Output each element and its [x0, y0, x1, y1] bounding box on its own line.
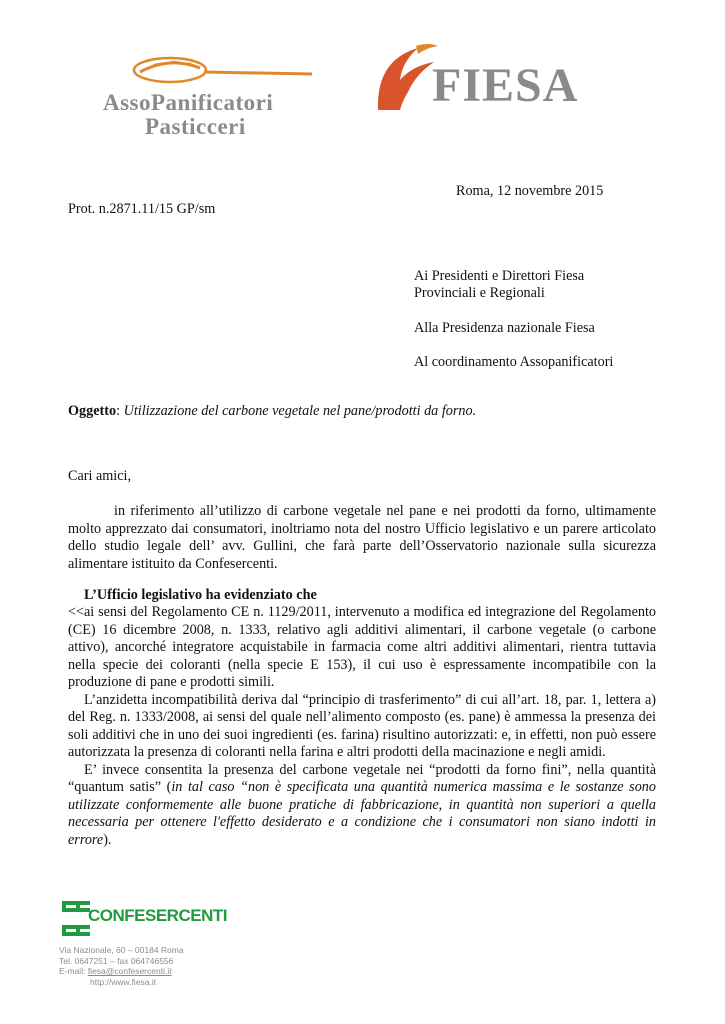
- recipient-line: Provinciali e Regionali: [414, 285, 545, 301]
- footer-phone: Tel. 0647251 – fax 064746556: [59, 955, 174, 966]
- fiesa-logo: [372, 40, 602, 115]
- subject-label: Oggetto: [68, 403, 117, 419]
- body-paragraph: [68, 762, 656, 850]
- letter-body: [68, 604, 656, 849]
- body-text: E’ invece consentita la presenza del carbone vegetale nei “prodotti da forno fini”, nella quantità “quantum satis” (: [68, 761, 656, 795]
- greeting: Cari amici,: [68, 468, 132, 484]
- footer-address-block: [59, 945, 184, 987]
- assopanificatori-logo: [100, 52, 315, 147]
- letter-date: Roma, 12 novembre 2015: [456, 183, 604, 199]
- subject-text: Utilizzazione del carbone vegetale nel pane/prodotti da forno.: [123, 403, 477, 419]
- recipient-line: Alla Presidenza nazionale Fiesa: [414, 320, 595, 336]
- footer-email-label: E-mail:: [59, 966, 88, 976]
- footer-address: Via Nazionale, 60 – 00184 Roma: [59, 945, 184, 955]
- protocol-number: Prot. n.2871.11/15 GP/sm: [68, 201, 216, 217]
- confesercenti-logo-text: CONFESERCENTI: [88, 906, 227, 925]
- footer-email-link[interactable]: fiesa@confesercenti.it: [87, 966, 172, 976]
- bread-peel-icon: [100, 52, 315, 92]
- body-paragraph: L’anzidetta incompatibilità deriva dal “principio di trasferimento” di cui all’art. 18, par. 1, lettera a) del Reg. n. 1333/2008, ai sensi del quale nell’alimento composto (es. pane) è ammessa la presenza dei soli additivi che in uno dei suoi ingredienti (es. farina) risultino autorizzati: e, in effetti, non può essere autorizzata la presenza di coloranti nella farina e altri prodotti della macinazione e negli amidi.: [68, 691, 656, 760]
- subject-separator: :: [116, 403, 124, 419]
- asso-logo-line1: AssoPanificatori: [103, 90, 274, 115]
- body-quote: in tal caso “non è specificata una quantità numerica massima e le sostanze sono utilizzate conformemente alle buone pratiche di fabbricazione, in quantità non superiori a quella necessaria per ottenere l'effetto desiderato e a condizione che i consumatori non siano indotti in errore: [68, 779, 656, 848]
- subject-line: [68, 403, 476, 421]
- footer-email-line: [59, 966, 184, 977]
- body-text: ).: [103, 831, 112, 848]
- footer-website[interactable]: http://www.fiesa.it: [90, 976, 157, 987]
- fiesa-logo-text: FIESA: [432, 59, 579, 112]
- confesercenti-logo: [58, 893, 227, 943]
- recipient-line: Ai Presidenti e Direttori Fiesa: [414, 268, 585, 284]
- confesercenti-mark-icon: [58, 893, 92, 943]
- intro-paragraph: in riferimento all’utilizzo di carbone vegetale nel pane e nei prodotti da forno, ultimamente molto apprezzato dai consumatori, inoltriamo nota del nostro Ufficio legislativo e un parere articolato dello studio legale dell’ avv. Gullini, che farà parte dell’Osservatorio nazionale sulla sicurezza alimentare istituito da Confesercenti.: [68, 503, 656, 572]
- section-heading: L’Ufficio legislativo ha evidenziato che: [84, 587, 317, 603]
- asso-logo-line2: Pasticceri: [145, 114, 246, 139]
- recipient-line: Al coordinamento Assopanificatori: [414, 354, 614, 370]
- body-paragraph: <<ai sensi del Regolamento CE n. 1129/2011, intervenuto a modifica ed integrazione del Regolamento (CE) 16 dicembre 2008, n. 1333, relativo agli additivi alimentari, il carbone vegetale (o carbone attivo), ancorché integratore acquistabile in farmacia come altri additivi alimentari, rientra tuttavia nella specie dei coloranti (nella specie E 153), il cui uso è espressamente incompatibile con la produzione di pane e prodotti simili.: [68, 604, 656, 690]
